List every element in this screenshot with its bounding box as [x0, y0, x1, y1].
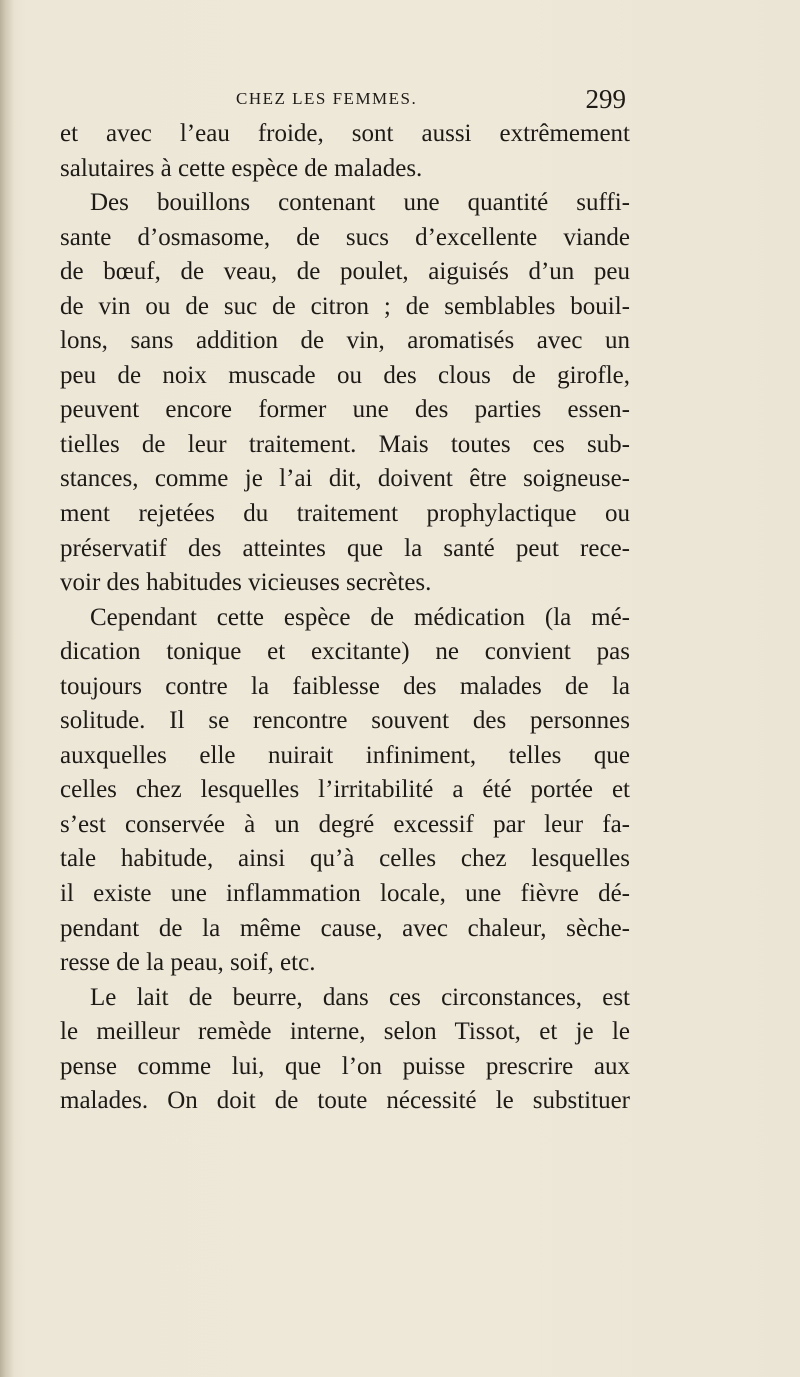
text-line: peu de noix muscade ou des clous de girofle,	[60, 361, 630, 389]
text-line: ment rejetées du traitement prophylactique ou	[60, 500, 630, 528]
text-line: pense comme lui, que l’on puisse prescrire aux	[60, 1052, 630, 1080]
text-line: il existe une inflammation locale, une fièvre dé-	[60, 880, 630, 908]
text-line: le meilleur remède interne, selon Tissot, et je le	[60, 1018, 630, 1046]
text-line: stances, comme je l’ai dit, doivent être soigneuse-	[60, 465, 630, 493]
text-line: pendant de la même cause, avec chaleur, sèche-	[60, 914, 630, 942]
text-line: celles chez lesquelles l’irritabilité a été portée et	[60, 776, 630, 804]
page-number: 299	[585, 84, 626, 114]
text-line: solitude. Il se rencontre souvent des personnes	[60, 707, 630, 735]
text-line: resse de la peau, soif, etc.	[60, 949, 316, 977]
text-line: s’est conservée à un degré excessif par leur fa-	[60, 810, 630, 838]
text-line: tale habitude, ainsi qu’à celles chez lesquelles	[60, 845, 630, 873]
text-line: de vin ou de suc de citron ; de semblables bouil-	[60, 292, 630, 320]
running-title: CHEZ LES FEMMES.	[236, 89, 418, 108]
text-line: et avec l’eau froide, sont aussi extrêmement	[60, 120, 630, 147]
text-line: lons, sans addition de vin, aromatisés avec un	[60, 327, 630, 355]
page-header	[60, 86, 630, 116]
text-line: préservatif des atteintes que la santé peut rece-	[60, 534, 630, 562]
text-line: tielles de leur traitement. Mais toutes ces sub-	[60, 430, 630, 458]
text-line: Cependant cette espèce de médication (la mé-	[90, 603, 630, 631]
text-line: toujours contre la faiblesse des malades de la	[60, 672, 630, 700]
text-line: auxquelles elle nuirait infiniment, telles que	[60, 741, 630, 769]
text-line: dication tonique et excitante) ne convient pas	[60, 638, 630, 666]
text-line: sante d’osmasome, de sucs d’excellente viande	[60, 223, 630, 251]
text-line: voir des habitudes vicieuses secrètes.	[60, 569, 432, 597]
text-line: Le lait de beurre, dans ces circonstances, est	[90, 983, 630, 1011]
body-text	[60, 117, 630, 1119]
text-line: malades. On doit de toute nécessité le substituer	[60, 1087, 630, 1115]
text-line: peuvent encore former une des parties essen-	[60, 396, 630, 424]
text-line: salutaires à cette espèce de malades.	[60, 154, 423, 182]
page-spine-shadow	[0, 0, 14, 1377]
text-line: Des bouillons contenant une quantité suffi-	[90, 189, 630, 217]
text-line: de bœuf, de veau, de poulet, aiguisés d’un peu	[60, 258, 630, 286]
